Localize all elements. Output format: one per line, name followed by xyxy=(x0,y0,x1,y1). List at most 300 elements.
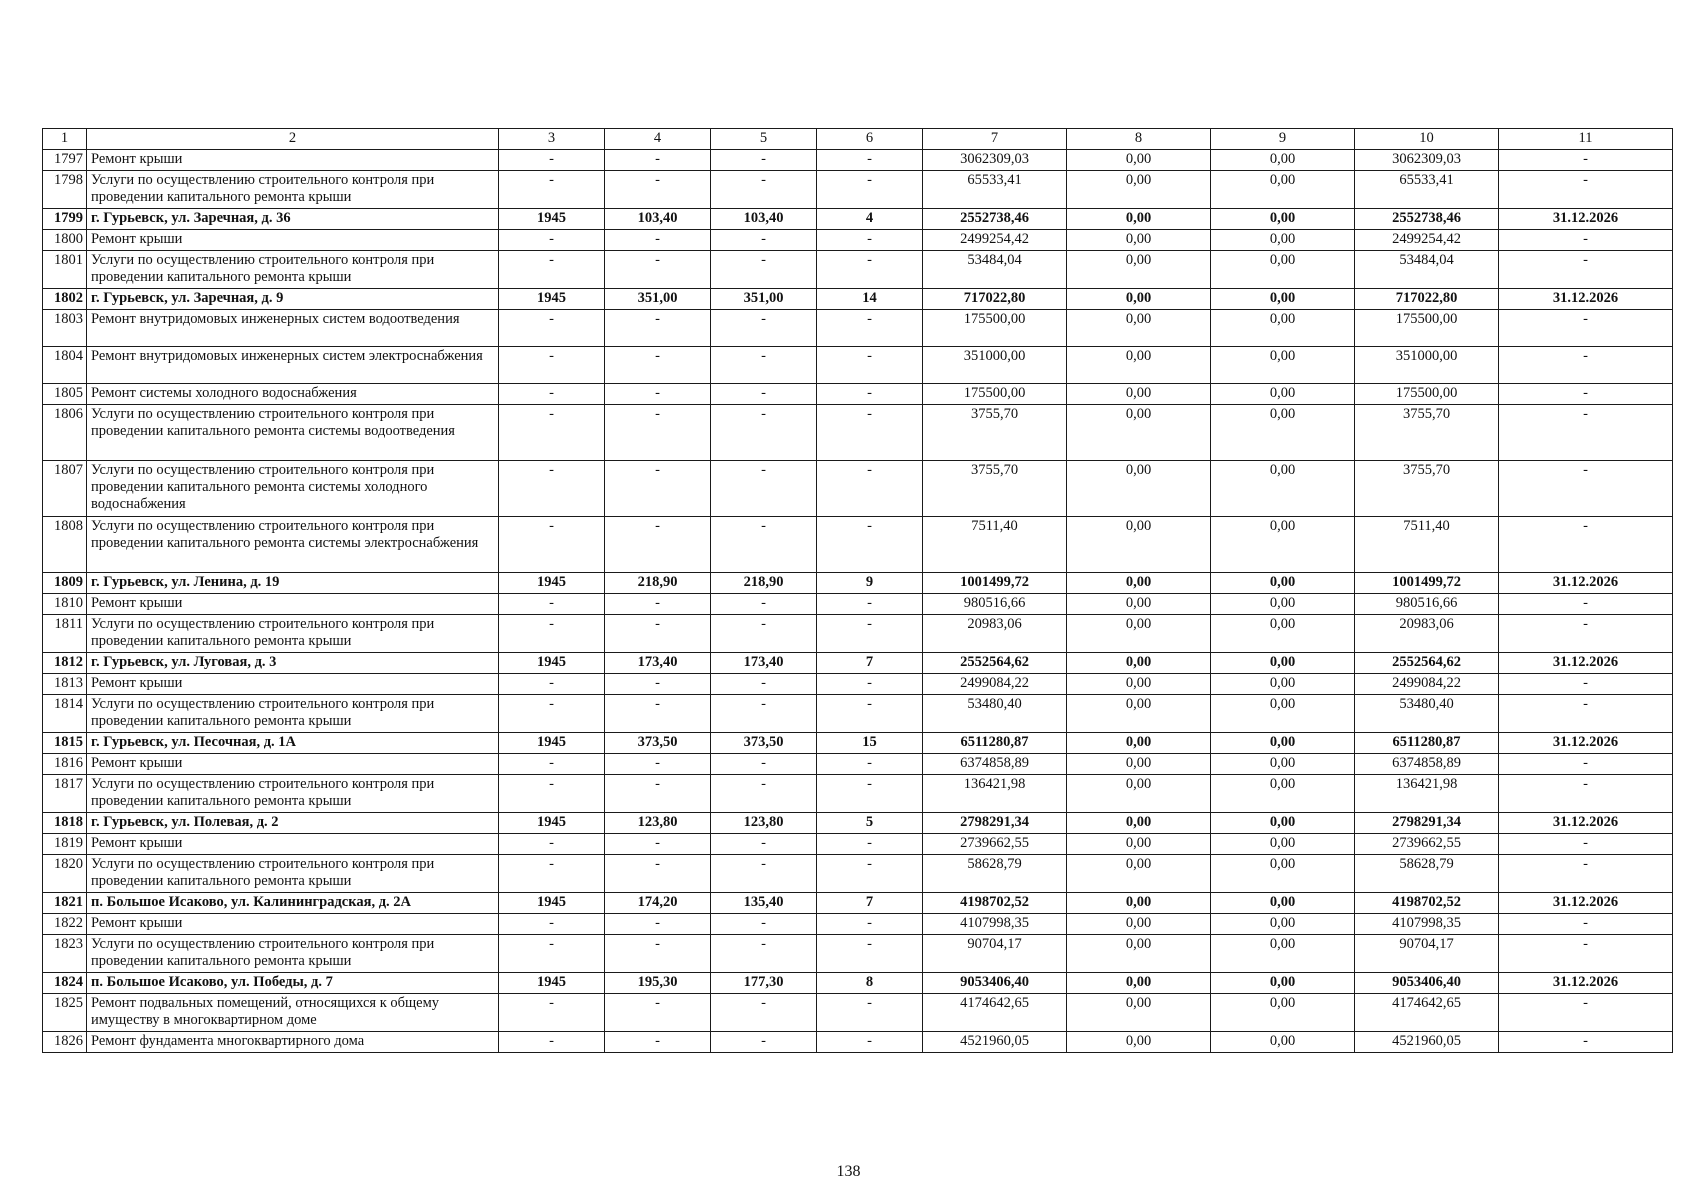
cost-owners-cell: 58628,79 xyxy=(1355,855,1499,893)
cost-owners-cell: 2499254,42 xyxy=(1355,230,1499,251)
column-header: 10 xyxy=(1355,129,1499,150)
fund-regional-cell: 0,00 xyxy=(1211,834,1355,855)
residents-cell: - xyxy=(817,994,923,1032)
deadline-cell: - xyxy=(1499,384,1673,405)
area-total-cell: - xyxy=(605,695,711,733)
column-header: 2 xyxy=(87,129,499,150)
area-total-cell: - xyxy=(605,1032,711,1053)
fund-federal-cell: 0,00 xyxy=(1067,405,1211,461)
area-living-cell: - xyxy=(711,754,817,775)
residents-cell: - xyxy=(817,594,923,615)
row-number-cell: 1805 xyxy=(43,384,87,405)
area-living-cell: 373,50 xyxy=(711,733,817,754)
work-row xyxy=(43,1032,1673,1053)
residents-cell: 9 xyxy=(817,573,923,594)
item-name-cell: Услуги по осуществлению строительного контроля при проведении капитального ремонта крыши xyxy=(87,171,499,209)
residents-cell: - xyxy=(817,914,923,935)
year-cell: - xyxy=(499,914,605,935)
deadline-cell: - xyxy=(1499,834,1673,855)
cost-owners-cell: 717022,80 xyxy=(1355,289,1499,310)
work-row xyxy=(43,674,1673,695)
fund-federal-cell: 0,00 xyxy=(1067,209,1211,230)
residents-cell: - xyxy=(817,834,923,855)
cost-total-cell: 717022,80 xyxy=(923,289,1067,310)
row-number-cell: 1803 xyxy=(43,310,87,347)
residents-cell: - xyxy=(817,310,923,347)
fund-federal-cell: 0,00 xyxy=(1067,695,1211,733)
deadline-cell: - xyxy=(1499,855,1673,893)
fund-regional-cell: 0,00 xyxy=(1211,695,1355,733)
fund-federal-cell: 0,00 xyxy=(1067,994,1211,1032)
fund-regional-cell: 0,00 xyxy=(1211,594,1355,615)
page-number: 138 xyxy=(836,1163,861,1180)
deadline-cell: - xyxy=(1499,347,1673,384)
address-row xyxy=(43,813,1673,834)
deadline-cell: - xyxy=(1499,405,1673,461)
area-total-cell: - xyxy=(605,594,711,615)
row-number-cell: 1798 xyxy=(43,171,87,209)
area-total-cell: - xyxy=(605,405,711,461)
document-sheet xyxy=(42,128,1672,1053)
address-row xyxy=(43,893,1673,914)
column-header: 1 xyxy=(43,129,87,150)
fund-regional-cell: 0,00 xyxy=(1211,973,1355,994)
row-number-cell: 1800 xyxy=(43,230,87,251)
cost-total-cell: 4107998,35 xyxy=(923,914,1067,935)
address-row xyxy=(43,973,1673,994)
cost-owners-cell: 3755,70 xyxy=(1355,461,1499,517)
area-total-cell: 174,20 xyxy=(605,893,711,914)
year-cell: - xyxy=(499,230,605,251)
residents-cell: - xyxy=(817,674,923,695)
deadline-cell: - xyxy=(1499,517,1673,573)
year-cell: - xyxy=(499,834,605,855)
fund-regional-cell: 0,00 xyxy=(1211,914,1355,935)
residents-cell: - xyxy=(817,855,923,893)
year-cell: - xyxy=(499,935,605,973)
year-cell: - xyxy=(499,674,605,695)
cost-owners-cell: 9053406,40 xyxy=(1355,973,1499,994)
year-cell: - xyxy=(499,855,605,893)
fund-regional-cell: 0,00 xyxy=(1211,813,1355,834)
area-total-cell: 173,40 xyxy=(605,653,711,674)
area-total-cell: - xyxy=(605,517,711,573)
address-row xyxy=(43,289,1673,310)
item-name-cell: Услуги по осуществлению строительного контроля при проведении капитального ремонта системы водоотведения xyxy=(87,405,499,461)
deadline-cell: 31.12.2026 xyxy=(1499,813,1673,834)
fund-regional-cell: 0,00 xyxy=(1211,209,1355,230)
area-total-cell: - xyxy=(605,914,711,935)
work-row xyxy=(43,615,1673,653)
work-row xyxy=(43,310,1673,347)
year-cell: - xyxy=(499,994,605,1032)
cost-total-cell: 175500,00 xyxy=(923,384,1067,405)
work-row xyxy=(43,230,1673,251)
item-name-cell: Услуги по осуществлению строительного контроля при проведении капитального ремонта крыши xyxy=(87,775,499,813)
fund-federal-cell: 0,00 xyxy=(1067,674,1211,695)
area-living-cell: - xyxy=(711,384,817,405)
row-number-cell: 1807 xyxy=(43,461,87,517)
fund-regional-cell: 0,00 xyxy=(1211,251,1355,289)
residents-cell: 8 xyxy=(817,973,923,994)
year-cell: - xyxy=(499,594,605,615)
area-living-cell: - xyxy=(711,775,817,813)
item-name-cell: Ремонт крыши xyxy=(87,914,499,935)
repair-program-table xyxy=(42,128,1673,1053)
year-cell: - xyxy=(499,615,605,653)
year-cell: - xyxy=(499,754,605,775)
fund-federal-cell: 0,00 xyxy=(1067,615,1211,653)
fund-regional-cell: 0,00 xyxy=(1211,754,1355,775)
row-number-cell: 1813 xyxy=(43,674,87,695)
area-total-cell: - xyxy=(605,171,711,209)
item-name-cell: Ремонт крыши xyxy=(87,230,499,251)
cost-total-cell: 2798291,34 xyxy=(923,813,1067,834)
area-total-cell: 103,40 xyxy=(605,209,711,230)
residents-cell: - xyxy=(817,251,923,289)
area-living-cell: - xyxy=(711,855,817,893)
area-total-cell: - xyxy=(605,775,711,813)
work-row xyxy=(43,935,1673,973)
work-row xyxy=(43,754,1673,775)
cost-total-cell: 351000,00 xyxy=(923,347,1067,384)
residents-cell: 15 xyxy=(817,733,923,754)
column-header: 8 xyxy=(1067,129,1211,150)
item-name-cell: г. Гурьевск, ул. Луговая, д. 3 xyxy=(87,653,499,674)
year-cell: - xyxy=(499,347,605,384)
cost-total-cell: 58628,79 xyxy=(923,855,1067,893)
year-cell: 1945 xyxy=(499,209,605,230)
cost-owners-cell: 2798291,34 xyxy=(1355,813,1499,834)
deadline-cell: - xyxy=(1499,310,1673,347)
item-name-cell: Ремонт крыши xyxy=(87,594,499,615)
row-number-cell: 1822 xyxy=(43,914,87,935)
address-row xyxy=(43,733,1673,754)
cost-owners-cell: 175500,00 xyxy=(1355,310,1499,347)
fund-federal-cell: 0,00 xyxy=(1067,653,1211,674)
item-name-cell: Услуги по осуществлению строительного контроля при проведении капитального ремонта системы электроснабжения xyxy=(87,517,499,573)
area-living-cell: - xyxy=(711,517,817,573)
cost-owners-cell: 65533,41 xyxy=(1355,171,1499,209)
deadline-cell: - xyxy=(1499,754,1673,775)
work-row xyxy=(43,171,1673,209)
cost-owners-cell: 3755,70 xyxy=(1355,405,1499,461)
deadline-cell: - xyxy=(1499,150,1673,171)
area-living-cell: 218,90 xyxy=(711,573,817,594)
fund-federal-cell: 0,00 xyxy=(1067,935,1211,973)
residents-cell: - xyxy=(817,384,923,405)
cost-total-cell: 3755,70 xyxy=(923,405,1067,461)
fund-regional-cell: 0,00 xyxy=(1211,310,1355,347)
column-header: 5 xyxy=(711,129,817,150)
deadline-cell: - xyxy=(1499,615,1673,653)
fund-regional-cell: 0,00 xyxy=(1211,855,1355,893)
cost-total-cell: 9053406,40 xyxy=(923,973,1067,994)
item-name-cell: Ремонт внутридомовых инженерных систем электроснабжения xyxy=(87,347,499,384)
year-cell: 1945 xyxy=(499,573,605,594)
fund-federal-cell: 0,00 xyxy=(1067,171,1211,209)
column-header: 11 xyxy=(1499,129,1673,150)
area-living-cell: 177,30 xyxy=(711,973,817,994)
item-name-cell: Ремонт крыши xyxy=(87,834,499,855)
residents-cell: - xyxy=(817,517,923,573)
deadline-cell: - xyxy=(1499,171,1673,209)
cost-owners-cell: 1001499,72 xyxy=(1355,573,1499,594)
area-total-cell: 351,00 xyxy=(605,289,711,310)
cost-total-cell: 980516,66 xyxy=(923,594,1067,615)
work-row xyxy=(43,994,1673,1032)
fund-federal-cell: 0,00 xyxy=(1067,150,1211,171)
area-total-cell: 373,50 xyxy=(605,733,711,754)
year-cell: 1945 xyxy=(499,289,605,310)
cost-owners-cell: 4107998,35 xyxy=(1355,914,1499,935)
cost-total-cell: 1001499,72 xyxy=(923,573,1067,594)
deadline-cell: - xyxy=(1499,775,1673,813)
fund-regional-cell: 0,00 xyxy=(1211,994,1355,1032)
item-name-cell: Услуги по осуществлению строительного контроля при проведении капитального ремонта системы холодного водоснабжения xyxy=(87,461,499,517)
cost-total-cell: 136421,98 xyxy=(923,775,1067,813)
row-number-cell: 1804 xyxy=(43,347,87,384)
fund-regional-cell: 0,00 xyxy=(1211,775,1355,813)
row-number-cell: 1808 xyxy=(43,517,87,573)
area-living-cell: - xyxy=(711,935,817,973)
fund-regional-cell: 0,00 xyxy=(1211,615,1355,653)
deadline-cell: - xyxy=(1499,994,1673,1032)
area-living-cell: - xyxy=(711,171,817,209)
item-name-cell: Услуги по осуществлению строительного контроля при проведении капитального ремонта крыши xyxy=(87,695,499,733)
cost-total-cell: 53484,04 xyxy=(923,251,1067,289)
deadline-cell: 31.12.2026 xyxy=(1499,973,1673,994)
work-row xyxy=(43,150,1673,171)
area-total-cell: - xyxy=(605,754,711,775)
item-name-cell: г. Гурьевск, ул. Ленина, д. 19 xyxy=(87,573,499,594)
deadline-cell: - xyxy=(1499,594,1673,615)
cost-total-cell: 6511280,87 xyxy=(923,733,1067,754)
fund-federal-cell: 0,00 xyxy=(1067,347,1211,384)
work-row xyxy=(43,834,1673,855)
year-cell: - xyxy=(499,461,605,517)
cost-total-cell: 175500,00 xyxy=(923,310,1067,347)
cost-total-cell: 90704,17 xyxy=(923,935,1067,973)
area-total-cell: - xyxy=(605,150,711,171)
deadline-cell: - xyxy=(1499,914,1673,935)
area-total-cell: - xyxy=(605,251,711,289)
year-cell: 1945 xyxy=(499,733,605,754)
cost-total-cell: 7511,40 xyxy=(923,517,1067,573)
area-total-cell: - xyxy=(605,935,711,973)
cost-total-cell: 4198702,52 xyxy=(923,893,1067,914)
row-number-cell: 1818 xyxy=(43,813,87,834)
fund-regional-cell: 0,00 xyxy=(1211,733,1355,754)
fund-federal-cell: 0,00 xyxy=(1067,573,1211,594)
deadline-cell: 31.12.2026 xyxy=(1499,653,1673,674)
cost-owners-cell: 351000,00 xyxy=(1355,347,1499,384)
residents-cell: 7 xyxy=(817,893,923,914)
area-total-cell: 195,30 xyxy=(605,973,711,994)
area-living-cell: - xyxy=(711,994,817,1032)
work-row xyxy=(43,347,1673,384)
area-living-cell: - xyxy=(711,1032,817,1053)
year-cell: - xyxy=(499,150,605,171)
fund-regional-cell: 0,00 xyxy=(1211,517,1355,573)
fund-federal-cell: 0,00 xyxy=(1067,813,1211,834)
work-row xyxy=(43,855,1673,893)
deadline-cell: - xyxy=(1499,251,1673,289)
fund-regional-cell: 0,00 xyxy=(1211,1032,1355,1053)
residents-cell: - xyxy=(817,754,923,775)
residents-cell: - xyxy=(817,1032,923,1053)
cost-total-cell: 4174642,65 xyxy=(923,994,1067,1032)
row-number-cell: 1802 xyxy=(43,289,87,310)
work-row xyxy=(43,914,1673,935)
fund-federal-cell: 0,00 xyxy=(1067,775,1211,813)
item-name-cell: Ремонт крыши xyxy=(87,150,499,171)
fund-federal-cell: 0,00 xyxy=(1067,310,1211,347)
deadline-cell: 31.12.2026 xyxy=(1499,573,1673,594)
area-living-cell: - xyxy=(711,347,817,384)
cost-total-cell: 2499254,42 xyxy=(923,230,1067,251)
work-row xyxy=(43,384,1673,405)
row-number-cell: 1811 xyxy=(43,615,87,653)
item-name-cell: Услуги по осуществлению строительного контроля при проведении капитального ремонта крыши xyxy=(87,935,499,973)
cost-owners-cell: 90704,17 xyxy=(1355,935,1499,973)
item-name-cell: Услуги по осуществлению строительного контроля при проведении капитального ремонта крыши xyxy=(87,251,499,289)
row-number-cell: 1820 xyxy=(43,855,87,893)
residents-cell: - xyxy=(817,775,923,813)
year-cell: - xyxy=(499,405,605,461)
year-cell: 1945 xyxy=(499,653,605,674)
column-header: 6 xyxy=(817,129,923,150)
work-row xyxy=(43,517,1673,573)
cost-owners-cell: 2552564,62 xyxy=(1355,653,1499,674)
cost-total-cell: 20983,06 xyxy=(923,615,1067,653)
cost-total-cell: 2499084,22 xyxy=(923,674,1067,695)
row-number-cell: 1812 xyxy=(43,653,87,674)
fund-federal-cell: 0,00 xyxy=(1067,517,1211,573)
fund-regional-cell: 0,00 xyxy=(1211,653,1355,674)
item-name-cell: Ремонт фундамента многоквартирного дома xyxy=(87,1032,499,1053)
work-row xyxy=(43,775,1673,813)
deadline-cell: - xyxy=(1499,935,1673,973)
cost-owners-cell: 6511280,87 xyxy=(1355,733,1499,754)
work-row xyxy=(43,695,1673,733)
fund-regional-cell: 0,00 xyxy=(1211,289,1355,310)
year-cell: - xyxy=(499,251,605,289)
item-name-cell: г. Гурьевск, ул. Заречная, д. 9 xyxy=(87,289,499,310)
fund-federal-cell: 0,00 xyxy=(1067,914,1211,935)
fund-federal-cell: 0,00 xyxy=(1067,384,1211,405)
item-name-cell: Услуги по осуществлению строительного контроля при проведении капитального ремонта крыши xyxy=(87,615,499,653)
cost-owners-cell: 6374858,89 xyxy=(1355,754,1499,775)
area-total-cell: - xyxy=(605,615,711,653)
fund-regional-cell: 0,00 xyxy=(1211,935,1355,973)
area-living-cell: - xyxy=(711,251,817,289)
fund-federal-cell: 0,00 xyxy=(1067,461,1211,517)
fund-regional-cell: 0,00 xyxy=(1211,384,1355,405)
cost-total-cell: 53480,40 xyxy=(923,695,1067,733)
cost-owners-cell: 4521960,05 xyxy=(1355,1032,1499,1053)
column-header: 3 xyxy=(499,129,605,150)
area-living-cell: - xyxy=(711,230,817,251)
fund-federal-cell: 0,00 xyxy=(1067,855,1211,893)
cost-owners-cell: 53480,40 xyxy=(1355,695,1499,733)
item-name-cell: Ремонт подвальных помещений, относящихся к общему имуществу в многоквартирном доме xyxy=(87,994,499,1032)
address-row xyxy=(43,209,1673,230)
residents-cell: - xyxy=(817,150,923,171)
area-total-cell: - xyxy=(605,674,711,695)
cost-total-cell: 3062309,03 xyxy=(923,150,1067,171)
item-name-cell: г. Гурьевск, ул. Песочная, д. 1А xyxy=(87,733,499,754)
area-living-cell: - xyxy=(711,834,817,855)
fund-regional-cell: 0,00 xyxy=(1211,150,1355,171)
fund-regional-cell: 0,00 xyxy=(1211,230,1355,251)
fund-federal-cell: 0,00 xyxy=(1067,754,1211,775)
residents-cell: 7 xyxy=(817,653,923,674)
cost-owners-cell: 3062309,03 xyxy=(1355,150,1499,171)
row-number-cell: 1817 xyxy=(43,775,87,813)
area-total-cell: - xyxy=(605,994,711,1032)
residents-cell: 5 xyxy=(817,813,923,834)
area-living-cell: - xyxy=(711,594,817,615)
deadline-cell: 31.12.2026 xyxy=(1499,733,1673,754)
area-living-cell: 351,00 xyxy=(711,289,817,310)
item-name-cell: Услуги по осуществлению строительного контроля при проведении капитального ремонта крыши xyxy=(87,855,499,893)
fund-regional-cell: 0,00 xyxy=(1211,893,1355,914)
row-number-cell: 1824 xyxy=(43,973,87,994)
residents-cell: - xyxy=(817,935,923,973)
row-number-cell: 1797 xyxy=(43,150,87,171)
cost-total-cell: 2552738,46 xyxy=(923,209,1067,230)
cost-total-cell: 6374858,89 xyxy=(923,754,1067,775)
row-number-cell: 1799 xyxy=(43,209,87,230)
column-header: 9 xyxy=(1211,129,1355,150)
fund-regional-cell: 0,00 xyxy=(1211,674,1355,695)
area-total-cell: 123,80 xyxy=(605,813,711,834)
cost-owners-cell: 175500,00 xyxy=(1355,384,1499,405)
fund-regional-cell: 0,00 xyxy=(1211,347,1355,384)
row-number-cell: 1810 xyxy=(43,594,87,615)
row-number-cell: 1819 xyxy=(43,834,87,855)
cost-total-cell: 3755,70 xyxy=(923,461,1067,517)
residents-cell: - xyxy=(817,405,923,461)
work-row xyxy=(43,405,1673,461)
fund-federal-cell: 0,00 xyxy=(1067,893,1211,914)
column-header: 7 xyxy=(923,129,1067,150)
cost-owners-cell: 2499084,22 xyxy=(1355,674,1499,695)
column-header: 4 xyxy=(605,129,711,150)
residents-cell: - xyxy=(817,461,923,517)
year-cell: - xyxy=(499,695,605,733)
item-name-cell: г. Гурьевск, ул. Полевая, д. 2 xyxy=(87,813,499,834)
fund-federal-cell: 0,00 xyxy=(1067,733,1211,754)
cost-owners-cell: 2739662,55 xyxy=(1355,834,1499,855)
cost-owners-cell: 4174642,65 xyxy=(1355,994,1499,1032)
fund-regional-cell: 0,00 xyxy=(1211,171,1355,209)
work-row xyxy=(43,594,1673,615)
row-number-cell: 1809 xyxy=(43,573,87,594)
fund-federal-cell: 0,00 xyxy=(1067,834,1211,855)
area-total-cell: - xyxy=(605,855,711,893)
deadline-cell: 31.12.2026 xyxy=(1499,209,1673,230)
residents-cell: 4 xyxy=(817,209,923,230)
deadline-cell: - xyxy=(1499,695,1673,733)
row-number-cell: 1814 xyxy=(43,695,87,733)
area-total-cell: - xyxy=(605,834,711,855)
deadline-cell: - xyxy=(1499,461,1673,517)
year-cell: - xyxy=(499,1032,605,1053)
cost-owners-cell: 53484,04 xyxy=(1355,251,1499,289)
row-number-cell: 1821 xyxy=(43,893,87,914)
